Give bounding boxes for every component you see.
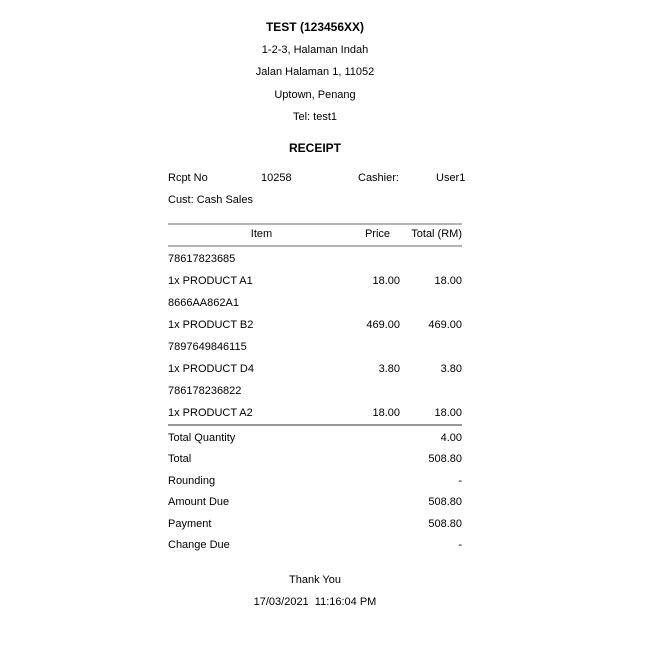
summary-section <box>168 426 462 557</box>
product-total: 18.00 <box>434 406 462 419</box>
summary-value: 508.80 <box>428 453 462 465</box>
customer-line: Cust: Cash Sales <box>168 193 253 206</box>
product-name: 1x PRODUCT A1 <box>168 274 253 287</box>
store-tel: Tel: test1 <box>292 111 338 123</box>
summary-label: Rounding <box>168 474 216 487</box>
store-address-line-2: Jalan Halaman 1, 11052 <box>255 66 375 78</box>
summary-value: - <box>458 539 462 551</box>
product-price: 469.00 <box>366 318 400 331</box>
store-name: TEST (123456XX) <box>265 20 365 34</box>
item-barcode-row: 78617823685 <box>168 252 236 265</box>
rcpt-no-value: 10258 <box>261 171 292 184</box>
summary-label: Total Quantity <box>168 431 236 444</box>
items-table-header <box>168 225 462 247</box>
summary-value: 508.80 <box>428 496 462 508</box>
column-header-price: Price <box>364 227 391 240</box>
store-address-line-1: 1-2-3, Halaman Indah <box>261 43 369 56</box>
cashier-value: User1 <box>436 171 466 184</box>
product-name: 1x PRODUCT D4 <box>168 362 254 375</box>
product-total: 3.80 <box>440 362 462 375</box>
product-price: 18.00 <box>372 406 400 419</box>
summary-row <box>168 428 462 450</box>
summary-row <box>168 535 462 557</box>
product-row <box>168 270 462 292</box>
product-row <box>168 358 462 380</box>
product-row <box>168 314 462 336</box>
product-price: 3.80 <box>378 362 400 375</box>
summary-value: - <box>458 474 462 487</box>
summary-row <box>168 492 462 514</box>
thank-you-text: Thank You <box>289 573 341 586</box>
summary-row <box>168 514 462 536</box>
product-total: 18.00 <box>434 274 462 287</box>
cashier-label: Cashier: <box>358 171 399 184</box>
receipt-datetime: 17/03/2021 11:16:04 PM <box>253 595 377 608</box>
items-table <box>168 223 462 426</box>
items-table-body <box>168 247 462 426</box>
summary-label: Amount Due <box>168 496 230 508</box>
rcpt-no-label: Rcpt No <box>168 171 208 184</box>
item-barcode-row: 786178236822 <box>168 384 242 397</box>
summary-value: 4.00 <box>440 431 462 444</box>
summary-row <box>168 471 462 493</box>
column-header-total: Total (RM) <box>411 227 462 240</box>
store-address-line-3: Uptown, Penang <box>274 88 356 101</box>
product-price: 18.00 <box>372 274 400 287</box>
receipt-title: RECEIPT <box>288 140 341 155</box>
product-name: 1x PRODUCT B2 <box>168 318 254 331</box>
receipt-footer <box>168 569 462 613</box>
summary-value: 508.80 <box>428 517 462 530</box>
product-name: 1x PRODUCT A2 <box>168 406 253 419</box>
product-row <box>168 402 462 424</box>
summary-row <box>168 449 462 471</box>
receipt-document <box>168 16 466 613</box>
item-barcode-row: 8666AA862A1 <box>168 296 239 309</box>
receipt-info-row <box>168 167 466 189</box>
store-header <box>168 16 462 129</box>
item-barcode-row: 7897649846115 <box>168 340 247 353</box>
summary-label: Change Due <box>168 539 230 551</box>
column-header-item: Item <box>250 227 273 240</box>
product-total: 469.00 <box>428 318 462 331</box>
summary-label: Total <box>168 453 192 465</box>
summary-label: Payment <box>168 517 212 530</box>
